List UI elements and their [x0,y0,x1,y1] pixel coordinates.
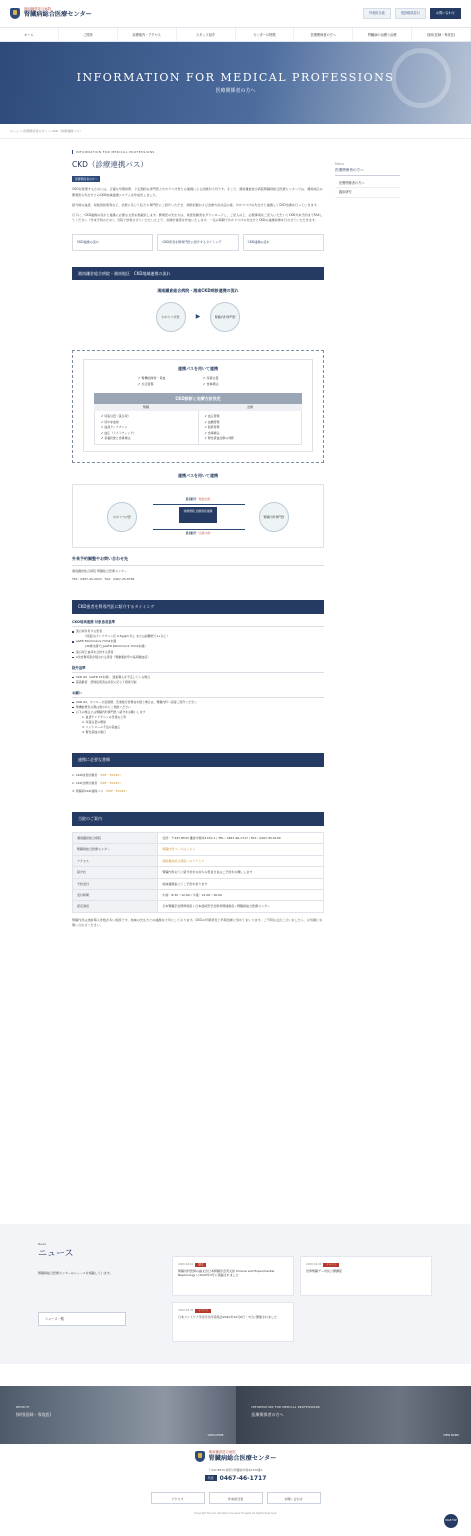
table-key: 腎臓病総合医療センター [73,844,158,855]
table-value: 日本腎臓学会研修施設 / 日本透析医学会教育関連施設 / 腎臓病総合医療センター [158,901,324,912]
specialist-circle: 腎臓内科専門医 [210,302,240,332]
table-value: 腎臓内科あてに紹介状をお持ちの患者さまはご予約をお願いします [158,867,324,878]
consult-desk-button[interactable]: 受診相談窓口 [395,8,426,19]
table-key: アクセス [73,855,158,866]
main-content [72,150,324,928]
check-item: ✔ 尿中赤血球 [101,419,192,424]
section-bar: 湘南鎌倉総合病院・湘南地区 CKD地域連携の流れ [72,267,324,281]
side-menu-label: Menu [335,162,344,166]
news-card[interactable] [300,1256,432,1296]
footer-tel[interactable]: 0467-46-1717 [219,1474,267,1482]
breadcrumb[interactable]: ホーム > 医療関係者の方へ > CKD（診療連携パス） [0,124,471,139]
table-key: 湘南鎌倉総合病院 [73,833,158,844]
decision-bar: CKD診断と治療方針決定 [94,393,302,405]
criteria-item: eGFR 50ml/min/1.73m2未満 [72,639,324,644]
tel-label: 代表 [205,1475,217,1481]
contact-name: 湘南鎌倉総合病院 腎臓総合医療センター [72,569,127,574]
gp-circle: かかりつけ医 [107,502,137,532]
return-label: 患者紹介（治療の場） [185,531,213,536]
exclusion-item: CKD G5（eGFR 15未満）、透析導入を予定している場合 [72,675,324,680]
news-text: 日本フットケア学会年次学術集会2020年12月6日・7日に開催されました [178,1314,277,1319]
gp-circle: かかりつけ医 [156,302,186,332]
intro-paragraph: CKDを管理するためには、正確な早期診断、と定期的な専門医とかかりつけ医との連携による治療が大切です。そこで、湘南鎌倉総合病院腎臓病総合医療センターでは、湘南地区の開業医の先生方とのCKD地域連携システムを作成致しました。 [72,187,323,197]
anchor-link[interactable]: CKD患者を腎専門医に紹介するタイミング [157,234,238,251]
info-note: 腎臓内科は透析導入件数が多い施設です。地域の先生方との連携を大切にしております。CKDの早期発見と早期治療に努めてまいります。ご不明な点がございましたら、お気軽にお問い合わせください。 [72,917,323,927]
section-bar: 当院のご案内 [72,812,324,826]
coop-heading: 連携パスを用いて連携 [178,366,218,372]
doc-item: 1. CKD検査依頼書 [72,773,98,778]
nav-item[interactable]: ホーム [0,28,59,41]
check-item: ✔ 脂質管理 [205,425,296,430]
table-link[interactable]: 腎臓内科ページはこちら [162,847,196,852]
site-footer [0,1444,471,1536]
request-subitem: 2. 尿蛋白量の増加 [82,720,106,725]
table-link[interactable]: 湘南鎌倉総合病院へのアクセス [162,858,205,863]
check-item: ✔ 生活習慣 [138,382,193,386]
doc-download-link[interactable]: （PDF・EXCEL） [98,773,123,778]
referral-label: 患者紹介（検査治療） [185,497,213,502]
recruit-banner[interactable] [0,1386,236,1444]
news-date: 2020.03.25 [178,1308,194,1312]
banner-title: 採用(医師・専攻医) [16,1411,52,1417]
table-value: 午前：8:30〜12:00 / 午後：12:00〜16:00 [158,889,324,900]
news-category: イベント [323,1263,339,1267]
request-item: 以下の場合には腎臓内科専門医へ紹介をお願いします [72,710,324,715]
hospital-emblem-icon [10,8,20,19]
table-value: 地域連携室にてご予約を承ります [158,878,324,889]
table-key: 予約受付 [73,878,158,889]
check-item: ✔ 腎機能障害・貧血 [138,376,193,380]
nav-item[interactable]: 医療関係者の方へ [294,28,353,41]
footer-access-button[interactable]: アクセス [151,1492,205,1504]
table-value: 住所：〒247-8533 鎌倉市岡本1370-1 / TEL：0467-46-1717 / FAX：0467-45-0190 [158,833,324,844]
news-section [0,1224,471,1364]
side-menu [335,162,400,198]
side-menu-item[interactable]: 臨床研究 [335,188,400,198]
request-subitem: 3. コントロール不良の高血圧 [82,725,121,730]
check-item: ✔ 尿蛋白量 [203,376,258,380]
news-card[interactable] [172,1256,294,1296]
contact-heading: 外来予約調整やお問い合わせ先 [72,556,128,562]
site-header [0,0,471,28]
news-eyebrow: News [38,1242,47,1246]
check-item: ✔ 血糖管理 [205,419,296,424]
column-header: 治療 [246,405,253,410]
coop-diagram [72,350,324,463]
check-item: ✔ 血圧（ライトチェック） [101,430,192,435]
news-category: 論文 [195,1263,206,1267]
check-item: ✔ 食事療法 [205,430,296,435]
doc-download-link[interactable]: （PDF・EXCEL） [104,789,129,794]
nav-item[interactable]: 採用(医師・専攻医) [412,28,471,41]
request-item: CKD G5、ネフローゼ症候群、急速進行性腎炎を疑う場合は、腎臓内科へ直接ご紹介ください [72,700,324,705]
flow-heading: 連携パスを用いて連携 [178,472,218,478]
news-title: ニュース [38,1249,74,1260]
footer-contact-button[interactable]: お問い合わせ [267,1492,321,1504]
copyright: Copyright Shonan Kamakura General Hospital All Rights Reserved. [193,1511,278,1515]
global-nav [0,28,471,42]
specialist-circle: 腎臓内科専門医 [259,502,289,532]
table-key: 紹介状 [73,867,158,878]
nav-item[interactable]: 診療案内・アクセス [118,28,177,41]
doc-download-link[interactable]: （PDF・EXCEL） [98,781,123,786]
logo-title: 腎臓病総合医療センター [24,11,92,19]
exclusion-item: 超高齢者 認知症患者は状況に応じて相談可能 [72,680,324,685]
view-more-link[interactable]: VIEW MORE [207,1433,224,1438]
intro-paragraph: 紹介時の血液、尿検査結果等など、状態に応じて私たち専門医にご紹介いただき、病態把握および治療方針決定の後、かかりつけの先生方と連携してCKD治療を行っていきます。 [72,202,320,207]
side-menu-heading[interactable]: 医療関係者の方へ [335,167,400,176]
return-arrow [153,529,245,530]
site-logo[interactable] [10,7,92,21]
criteria-item: 蛋白尿と血尿を合併する患者 [72,650,324,655]
info-box: 診療情報 治療施設連携 [179,507,217,523]
news-text: 腎臓内科医師の論文が日本腎臓学会英文誌 Clinical and Experimental Nephrology に2020年3月に掲載されました [178,1268,275,1278]
arrow-right-icon: ▶ [195,312,201,320]
table-key: 認定施設 [73,901,158,912]
check-item: ✔ 栄養状態と食事療法 [101,435,192,440]
banner-eyebrow: RECRUIT [16,1405,30,1409]
table-key: 受付時間 [73,889,158,900]
criteria-note: （尿蛋白/クレアチニン比 0.5g/gCr以上 または試験紙で1+以上） [82,634,170,639]
section-bar: 連携に必要な書類 [72,753,324,767]
footer-address: 〒247-8533 神奈川県鎌倉市岡本1370番1 [208,1467,263,1472]
hospital-emblem-icon [195,1451,205,1462]
news-category: イベント [195,1309,211,1313]
banner-eyebrow: INFORMATION FOR MEDICAL PROFESSIONS [251,1405,320,1409]
outpatient-schedule-button[interactable]: 外来担当表 [363,8,391,19]
logo-title: 腎臓病総合医療センター [208,1454,277,1462]
request-subitem: 4. 腎性貧血の進行 [82,730,106,735]
view-more-link[interactable]: VIEW MORE [443,1433,459,1438]
check-item: ✔ 血清クレアチニン [101,425,192,430]
nav-item[interactable]: ご挨拶 [59,28,118,41]
nav-item[interactable]: スタッフ紹介 [177,28,236,41]
news-card[interactable] [172,1302,294,1342]
info-table [72,832,324,912]
section-eyebrow: INFORMATION FOR MEDICAL PROFESSIONS [72,150,324,154]
logo-subtitle: 湘南鎌倉総合病院 [24,6,52,11]
professionals-banner[interactable] [236,1386,471,1444]
criteria-item: 蛋白尿を有する患者 [72,629,324,634]
check-item: ✔ 血圧管理 [205,414,296,419]
hero-title: INFORMATION FOR MEDICAL PROFESSIONS [76,71,395,84]
request-subitem: 1. 血清クレアチニンの急速な上昇 [82,714,127,719]
contact-tel: TEL：0467-45-0023 FAX：0467-45-8784 [72,577,135,582]
footer-logo[interactable] [0,1450,471,1464]
exclusion-heading: 除外基準 [72,666,324,673]
doc-item: 3. 腎臓病CKD連携パス [72,789,104,794]
hero-subtitle: 医療関係者の方へ [215,87,256,94]
column-header: 腎臓 [142,405,149,410]
footer-schedule-button[interactable]: 外来担当表 [209,1492,263,1504]
hero-banner [0,42,471,124]
check-item: ✔ 食事療法 [203,382,258,386]
news-list-button[interactable]: ニュース一覧 [38,1312,126,1326]
banner-title: 医療関係者の方へ [251,1411,284,1417]
page-title: CKD（診療連携パス） [72,160,148,170]
doc-item: 2. CKD治療計画書 [72,781,98,786]
check-item: ✔ 腎性貧血治療の判断 [205,435,296,440]
logo-subtitle: 湘南鎌倉総合病院 [208,1450,236,1454]
check-item: ✔ 尿蛋白量（蛋白尿） [101,414,192,419]
nav-item[interactable]: 腎臓病の治療と治療 [353,28,412,41]
category-badge: 医療関係者の方へ [72,176,100,182]
anchor-link[interactable]: CKD連携の流れ [72,234,153,251]
flow-heading: 湘南鎌倉総合病院・湘南CKD病診連携の流れ [157,288,239,294]
criteria-note: (40歳未満ではeGFR 60ml/min/1.73m2未満) [82,644,146,649]
intro-paragraph: 以下に、CKD連携の流れと連携に必要な文書を掲載致します。開業医の先生方は、検査依頼書をダウンロードし、ご記入の上、必要事項をご記入いただいてCKD外来予約までFAXしてください（外来予約のため）。当院で診察させていただいた上で、治療計画書を作成いたします。一定の期間でかかりつけの先生方とCKDの連携診療を行わせていただきます。 [72,213,323,223]
criteria-item: 2次性腎疾患が疑われる患者（腎動脈狭窄や高尿酸血症） [72,655,324,660]
side-menu-item[interactable]: 医療関係者の方へ [335,179,400,189]
contact-button[interactable]: お問い合わせ [430,8,461,19]
news-description: 腎臓病総合医療センターのニュースを掲載しています。 [38,1271,113,1276]
page-top-button[interactable]: PAGE TOP [444,1514,458,1528]
referral-arrow [153,504,245,505]
criteria-heading: CKD地域連携 対象患者基準 [72,620,324,627]
request-heading: お願い [72,691,324,698]
news-date: 2020.04.10 [178,1262,194,1266]
request-item: 腎機能悪化の際は速やかにご相談ください [72,705,324,710]
referral-diagram [72,484,324,548]
anchor-link[interactable]: CKD連携の流れ [243,234,324,251]
news-text: 世界腎臓デー市民公開講座 [306,1268,343,1273]
stethoscope-decoration [391,48,451,108]
nav-item[interactable]: センターの特徴 [236,28,295,41]
section-bar: CKD患者を腎専門医に紹介するタイミング [72,600,324,614]
news-date: 2020.04.01 [306,1262,322,1266]
